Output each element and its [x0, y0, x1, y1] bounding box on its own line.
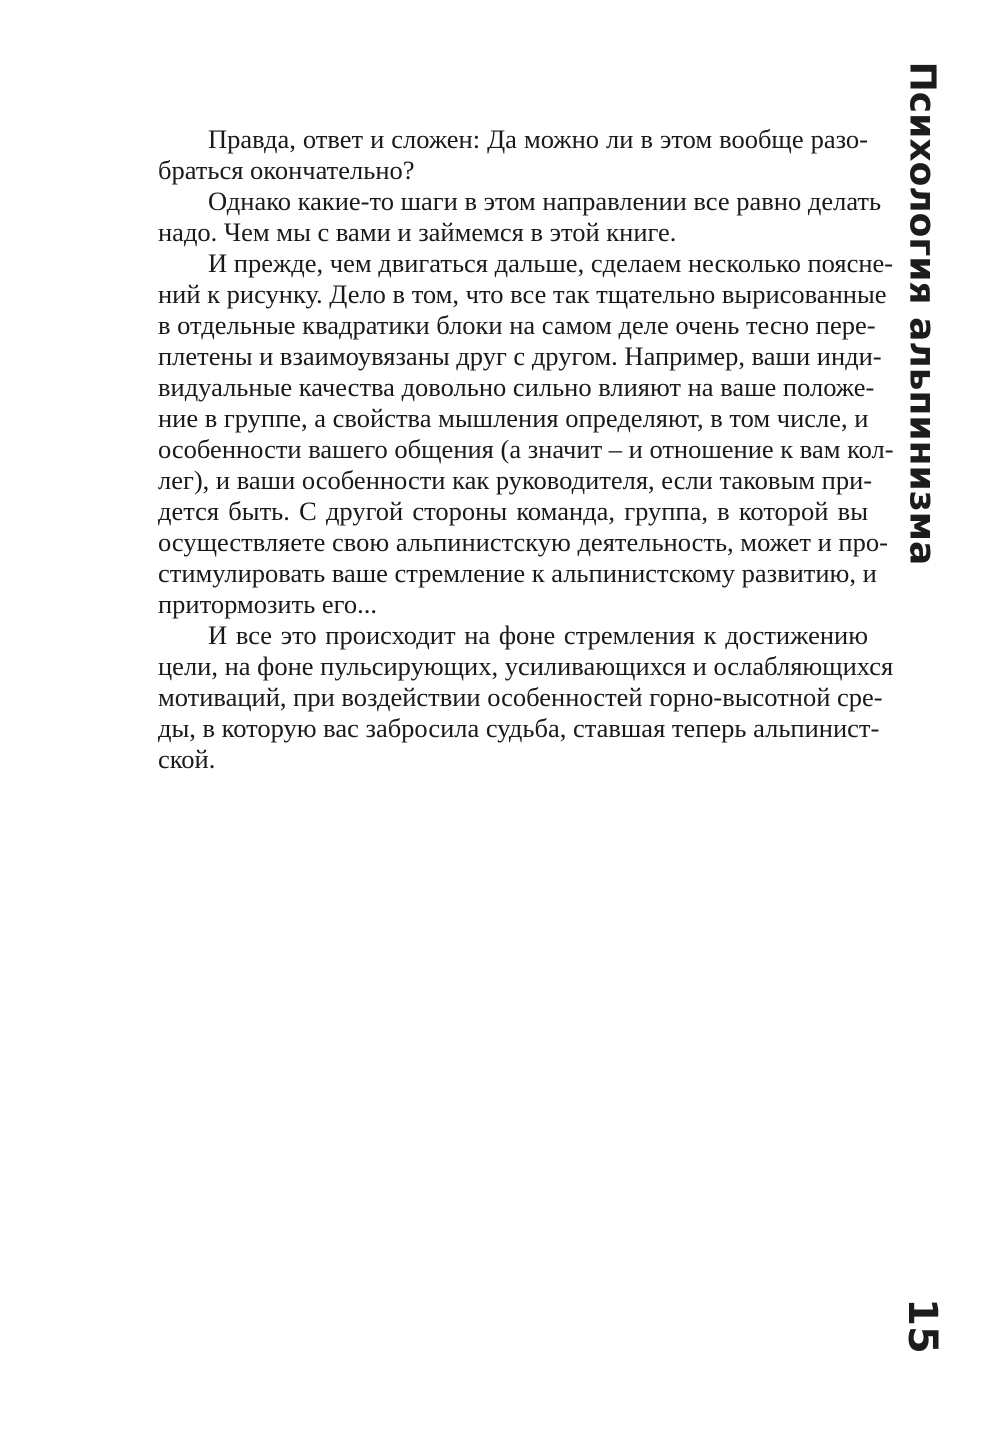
text-line: Правда, ответ и сложен: Да можно ли в этом вообще разо-	[208, 124, 868, 154]
text-line: особенности вашего общения (а значит – и отношение к вам кол-	[158, 434, 894, 464]
text-line: ние в группе, а свойства мышления определяют, в том числе, и	[158, 403, 869, 433]
text-line: мотиваций, при воздействии особенностей горно-высотной сре-	[158, 682, 883, 712]
running-title-text: Психология альпинизма	[901, 61, 943, 565]
text-line: ний к рисунку. Дело в том, что все так тщательно вырисованные	[158, 279, 887, 309]
text-line: дется быть. С другой стороны команда, группа, в которой вы	[158, 496, 868, 526]
paragraph	[108, 620, 894, 775]
text-line: Однако какие-то шаги в этом направлении все равно делать	[208, 186, 882, 216]
running-title	[886, 61, 958, 565]
text-line: браться окончательно?	[158, 155, 415, 185]
page-number	[890, 1296, 954, 1356]
text-line: стимулировать ваше стремление к альпинистскому развитию, и	[158, 558, 877, 588]
text-line: видуальные качества довольно сильно влияют на ваше положе-	[158, 372, 875, 402]
text-line: И прежде, чем двигаться дальше, сделаем несколько поясне-	[208, 248, 894, 278]
text-line: лег), и ваши особенности как руководителя, если таковым при-	[158, 465, 873, 495]
page-number-text: 15	[898, 1298, 945, 1354]
text-line: притормозить его...	[158, 589, 378, 619]
paragraph	[108, 186, 882, 248]
text-line: осуществляете свою альпинистскую деятельность, может и про-	[158, 527, 888, 557]
text-line: И все это происходит на фоне стремления к достижению	[208, 620, 868, 650]
text-line: цели, на фоне пульсирующих, усиливающихся и ослабляющихся	[158, 651, 894, 681]
text-line: плетены и взаимоувязаны друг с другом. Например, ваши инди-	[158, 341, 882, 371]
text-line: в отдельные квадратики блоки на самом деле очень тесно пере-	[158, 310, 876, 340]
paragraph	[108, 124, 868, 186]
text-line: ды, в которую вас забросила судьба, ставшая теперь альпинист-	[158, 713, 880, 743]
text-line: надо. Чем мы с вами и займемся в этой книге.	[158, 217, 677, 247]
text-line: ской.	[158, 744, 216, 774]
body-text	[108, 124, 894, 775]
paragraph	[108, 248, 894, 620]
